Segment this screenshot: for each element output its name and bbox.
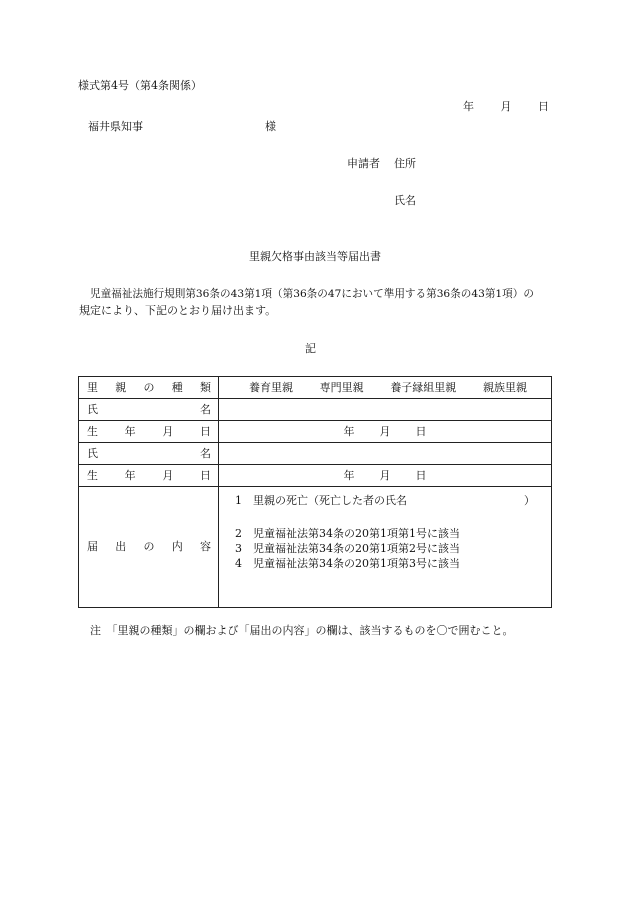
birth-label-char: 月	[162, 468, 174, 482]
birth-value-cell	[219, 421, 552, 443]
content-label-cell	[79, 487, 219, 608]
document-title: 里親欠格事由該当等届出書	[249, 250, 381, 263]
birth-day: 日	[415, 468, 427, 482]
birth-day: 日	[415, 424, 427, 438]
date-line	[463, 100, 549, 114]
birth-label-char: 年	[124, 468, 136, 482]
date-month: 月	[500, 100, 512, 113]
table-row	[79, 443, 552, 465]
notification-table	[78, 376, 552, 608]
table-row	[79, 377, 552, 399]
type-option-adoptive: 養子縁組里親	[390, 380, 457, 394]
content-label-char: 内	[171, 540, 183, 553]
table-row	[79, 487, 552, 608]
type-option-kinship: 親族里親	[482, 380, 527, 394]
type-label-char: 種	[171, 380, 183, 394]
type-option-foster: 養育里親	[249, 380, 293, 394]
birth-month: 月	[379, 424, 391, 438]
content-items-cell	[219, 487, 552, 608]
birth-year: 年	[343, 468, 355, 482]
table-row	[79, 399, 552, 421]
content-item-1-close: ）	[524, 494, 535, 507]
name-label-char: 氏	[87, 446, 98, 460]
addressee: 福井県知事	[88, 120, 143, 133]
type-label-cell	[79, 377, 219, 399]
birth-year: 年	[343, 424, 355, 438]
body-line-1: 児童福祉法施行規則第36条の43第1項（第36条の47において準用する第36条の43第1項）の	[90, 288, 534, 300]
content-label-char: 届	[87, 540, 98, 553]
type-options-cell	[219, 377, 552, 399]
name-label-char: 名	[200, 402, 211, 416]
birth-month: 月	[379, 468, 391, 482]
type-label-char: 類	[200, 380, 211, 394]
birth-value-cell-2	[219, 465, 552, 487]
content-label-char: の	[143, 540, 155, 553]
birth-label-char: 日	[199, 424, 211, 438]
footnote: 注 「里親の種類」の欄および「届出の内容」の欄は、該当するものを〇で囲むこと。	[90, 624, 514, 637]
type-label-char: 里	[87, 380, 98, 394]
content-item-2: 2 児童福祉法第34条の20第1項第1号に該当	[235, 527, 460, 540]
name-label: 氏名	[394, 194, 416, 207]
birth-label-char: 日	[199, 468, 211, 482]
name-value-cell-2	[219, 443, 552, 465]
content-label-char: 容	[200, 540, 211, 553]
name-label-char: 名	[200, 446, 211, 460]
form-number: 様式第4号（第4条関係）	[78, 79, 202, 92]
birth-label-char: 生	[87, 424, 98, 438]
table-row	[79, 421, 552, 443]
name-label-char: 氏	[87, 402, 98, 416]
content-label-char: 出	[115, 540, 127, 553]
birth-label-char: 生	[87, 468, 98, 482]
type-label-char: の	[143, 380, 155, 394]
address-label: 住所	[394, 157, 416, 170]
name-value-cell	[219, 399, 552, 421]
birth-label-cell-2	[79, 465, 219, 487]
table-row	[79, 465, 552, 487]
body-line-2: 規定により、下記のとおり届け出ます。	[79, 304, 277, 317]
type-label-char: 親	[115, 380, 127, 394]
type-option-specialized: 専門里親	[319, 380, 364, 394]
content-item-3: 3 児童福祉法第34条の20第1項第2号に該当	[235, 542, 460, 555]
name-label-cell-2	[79, 443, 219, 465]
honorific: 様	[265, 120, 276, 133]
date-day: 日	[538, 100, 549, 113]
content-item-1: 1 里親の死亡（死亡した者の氏名	[235, 494, 407, 507]
birth-label-cell	[79, 421, 219, 443]
ki-heading: 記	[305, 342, 316, 355]
name-label-cell	[79, 399, 219, 421]
birth-label-char: 年	[124, 424, 136, 438]
applicant-label: 申請者	[347, 157, 380, 170]
content-item-4: 4 児童福祉法第34条の20第1項第3号に該当	[235, 557, 460, 570]
date-year: 年	[463, 100, 474, 113]
birth-label-char: 月	[162, 424, 174, 438]
